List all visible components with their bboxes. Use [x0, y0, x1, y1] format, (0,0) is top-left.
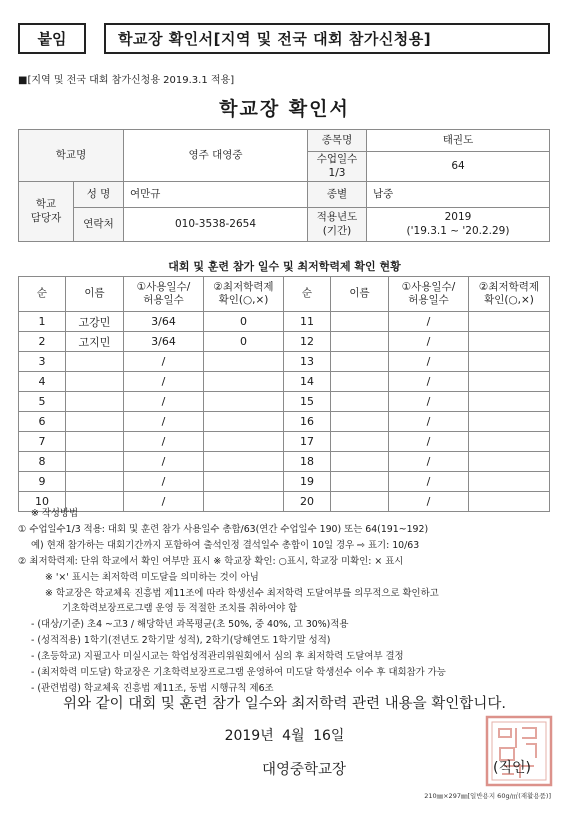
instruction-line: ① 수업일수1/3 적용: 대회 및 훈련 참가 사용일수 총합/63(연간 수업일수 190) 또는 64(191~192) — [18, 523, 429, 535]
row-no: 17 — [284, 432, 331, 452]
row-days: / — [389, 372, 469, 392]
confirmation-statement: 위와 같이 대회 및 훈련 참가 일수와 최저학력 관련 내용을 확인합니다. — [63, 696, 506, 712]
document-headline-text: 학교장 확인서[지역 및 전국 대회 참가신청용] — [118, 30, 432, 48]
teacher-name-value: 여만규 — [124, 182, 308, 208]
row-name — [66, 352, 124, 372]
class-days-label-line1: 수업일수 — [316, 153, 358, 166]
row-no: 4 — [19, 372, 66, 392]
row-check — [204, 412, 284, 432]
instruction-line: - (초등학교) 지필고사 미실시교는 학업성적관리위원회에서 심의 후 최저학력 도달여부 결정 — [31, 651, 404, 663]
header-days-line2: 허용일수 — [143, 294, 184, 306]
row-days: / — [124, 352, 204, 372]
apply-period: ('19.3.1 ~ '20.2.29) — [406, 224, 510, 237]
table-row — [19, 412, 550, 432]
apply-year-label — [308, 208, 367, 242]
teacher-label-line2: 담당자 — [30, 211, 62, 224]
page-title: 학교장 확인서 — [219, 98, 350, 120]
row-days: / — [124, 472, 204, 492]
row-check: 0 — [204, 312, 284, 332]
header-check-line2: 확인(○,×) — [218, 294, 269, 306]
row-name — [66, 432, 124, 452]
table-row — [19, 392, 550, 412]
row-days: / — [389, 312, 469, 332]
row-days: / — [124, 432, 204, 452]
seal-label: (직인) — [493, 760, 531, 776]
row-name — [331, 472, 389, 492]
row-name: 고지민 — [66, 332, 124, 352]
table-row — [19, 452, 550, 472]
sport-value: 태권도 — [367, 130, 550, 152]
row-no: 18 — [284, 452, 331, 472]
row-no: 14 — [284, 372, 331, 392]
header-check-line2: 확인(○,×) — [484, 294, 534, 306]
instruction-line: 예) 현재 참가하는 대회기간까지 포함하여 출석인정 결석일수 총합이 10일 경우 ⇨ 표기: 10/63 — [31, 539, 420, 551]
row-name — [66, 452, 124, 472]
row-days: / — [124, 412, 204, 432]
instructions — [18, 506, 558, 697]
row-check — [469, 372, 550, 392]
table-row — [19, 332, 550, 352]
row-check — [204, 392, 284, 412]
apply-year: 2019 — [444, 211, 472, 224]
row-days: / — [389, 332, 469, 352]
row-days: / — [389, 492, 469, 512]
row-check — [469, 432, 550, 452]
row-name — [66, 392, 124, 412]
table-row — [19, 432, 550, 452]
class-days-label-line2: 1/3 — [328, 166, 346, 179]
row-name — [331, 392, 389, 412]
attachment-tag — [18, 23, 86, 54]
table-row — [19, 352, 550, 372]
row-name — [331, 372, 389, 392]
row-no: 13 — [284, 352, 331, 372]
row-check — [204, 452, 284, 472]
row-no: 5 — [19, 392, 66, 412]
instruction-line: ※ 학교장은 학교체육 진흥법 제11조에 따라 학생선수 최저학력 도달여부를 의무적으로 확인하고 — [45, 587, 439, 599]
row-check — [469, 472, 550, 492]
row-name — [66, 472, 124, 492]
apply-year-label-line1: 적용년도 — [316, 211, 358, 224]
instruction-line: - (대상/기준) 초4 ~고3 / 해당학년 과목평균(초 50%, 중 40%, 고 30%)적용 — [31, 619, 349, 631]
row-name — [331, 332, 389, 352]
row-no: 6 — [19, 412, 66, 432]
event-value: 남중 — [367, 182, 550, 208]
table-row — [19, 472, 550, 492]
row-check — [469, 352, 550, 372]
row-days: / — [124, 492, 204, 512]
row-days: / — [124, 372, 204, 392]
row-days: 3/64 — [124, 332, 204, 352]
header-days — [389, 277, 469, 312]
header-days — [124, 277, 204, 312]
row-days: 3/64 — [124, 312, 204, 332]
row-name — [331, 432, 389, 452]
row-days: / — [389, 432, 469, 452]
contact-label: 연락처 — [74, 208, 124, 242]
row-no: 15 — [284, 392, 331, 412]
row-no: 9 — [19, 472, 66, 492]
sport-label: 종목명 — [308, 130, 367, 152]
row-no: 3 — [19, 352, 66, 372]
section-title: 대회 및 훈련 참가 일수 및 최저학력제 확인 현황 — [168, 260, 401, 273]
row-check — [469, 312, 550, 332]
row-name: 고강민 — [66, 312, 124, 332]
document-headline — [104, 23, 550, 54]
instruction-line: - (성적적용) 1학기(전년도 2학기말 성적), 2학기(당해연도 1학기말 성적) — [31, 635, 331, 647]
row-check — [204, 472, 284, 492]
row-days: / — [389, 352, 469, 372]
row-no: 16 — [284, 412, 331, 432]
principal-signature: 대영중학교장 — [262, 762, 347, 778]
row-no: 20 — [284, 492, 331, 512]
header-no: 순 — [19, 277, 66, 312]
class-days-label — [308, 152, 367, 182]
row-days: / — [389, 472, 469, 492]
row-days: / — [389, 412, 469, 432]
row-no: 1 — [19, 312, 66, 332]
row-no: 7 — [19, 432, 66, 452]
row-name — [331, 312, 389, 332]
row-days: / — [124, 392, 204, 412]
header-days-line2: 허용일수 — [408, 294, 449, 306]
paper-spec-note: 210㎜×297㎜[일반용지 60g/㎡(재활용품)] — [424, 792, 551, 800]
row-check — [469, 412, 550, 432]
signature-date: 2019년 4월 16일 — [224, 728, 345, 744]
row-check — [204, 352, 284, 372]
table-row — [19, 312, 550, 332]
header-days-line1: ①사용일수/ — [136, 280, 191, 293]
row-no: 11 — [284, 312, 331, 332]
header-check-line1: ②최저학력제 — [478, 280, 540, 293]
header-check-line1: ②최저학력제 — [213, 280, 274, 293]
row-no: 8 — [19, 452, 66, 472]
instruction-line: 기초학력보장프로그램 운영 등 적절한 조치를 취하여야 함 — [62, 603, 298, 615]
class-days-value: 64 — [367, 152, 550, 182]
participation-table — [18, 276, 550, 512]
row-check — [469, 332, 550, 352]
apply-year-value — [367, 208, 550, 242]
row-days: / — [389, 392, 469, 412]
row-name — [331, 452, 389, 472]
attachment-tag-label: 붙임 — [37, 30, 67, 48]
event-label: 종별 — [308, 182, 367, 208]
instructions-heading: ※ 작성방법 — [31, 508, 79, 519]
header-name: 이름 — [331, 277, 389, 312]
table-header-row — [19, 277, 550, 312]
row-check — [204, 432, 284, 452]
row-no: 12 — [284, 332, 331, 352]
header-no: 순 — [284, 277, 331, 312]
apply-year-label-line2: (기간) — [322, 224, 352, 237]
instruction-line: ② 최저학력제: 단위 학교에서 확인 여부만 표시 ※ 학교장 확인: ○표시, 학교장 미확인: × 표시 — [18, 555, 404, 567]
row-name — [331, 352, 389, 372]
table-row — [19, 372, 550, 392]
teacher-name-label: 성 명 — [74, 182, 124, 208]
teacher-label-line1: 학교 — [35, 198, 57, 211]
row-no: 10 — [19, 492, 66, 512]
row-name — [66, 372, 124, 392]
header-check — [469, 277, 550, 312]
row-days: / — [124, 452, 204, 472]
teacher-label — [19, 182, 74, 242]
row-check — [204, 372, 284, 392]
instruction-line: ※ '×' 표시는 최저학력 미도달을 의미하는 것이 아님 — [45, 571, 259, 583]
school-name-value: 영주 대영중 — [124, 130, 308, 182]
instruction-line: - (최저학력 미도달) 학교장은 기초학력보장프로그램 운영하여 미도달 학생선수 이수 후 대회참가 가능 — [31, 667, 446, 679]
info-table — [18, 129, 550, 242]
contact-value: 010-3538-2654 — [124, 208, 308, 242]
row-days: / — [389, 452, 469, 472]
header-check — [204, 277, 284, 312]
row-no: 2 — [19, 332, 66, 352]
header-days-line1: ①사용일수/ — [401, 280, 456, 293]
form-version-note: ■[지역 및 전국 대회 참가신청용 2019.3.1 적용] — [18, 75, 235, 86]
header-name: 이름 — [66, 277, 124, 312]
row-name — [331, 412, 389, 432]
row-check: 0 — [204, 332, 284, 352]
row-check — [469, 452, 550, 472]
row-check — [469, 392, 550, 412]
school-name-label: 학교명 — [19, 130, 124, 182]
instruction-line: - (관련법령) 학교체육 진흥법 제11조, 동법 시행규칙 제6조 — [31, 682, 274, 694]
row-no: 19 — [284, 472, 331, 492]
row-name — [66, 412, 124, 432]
